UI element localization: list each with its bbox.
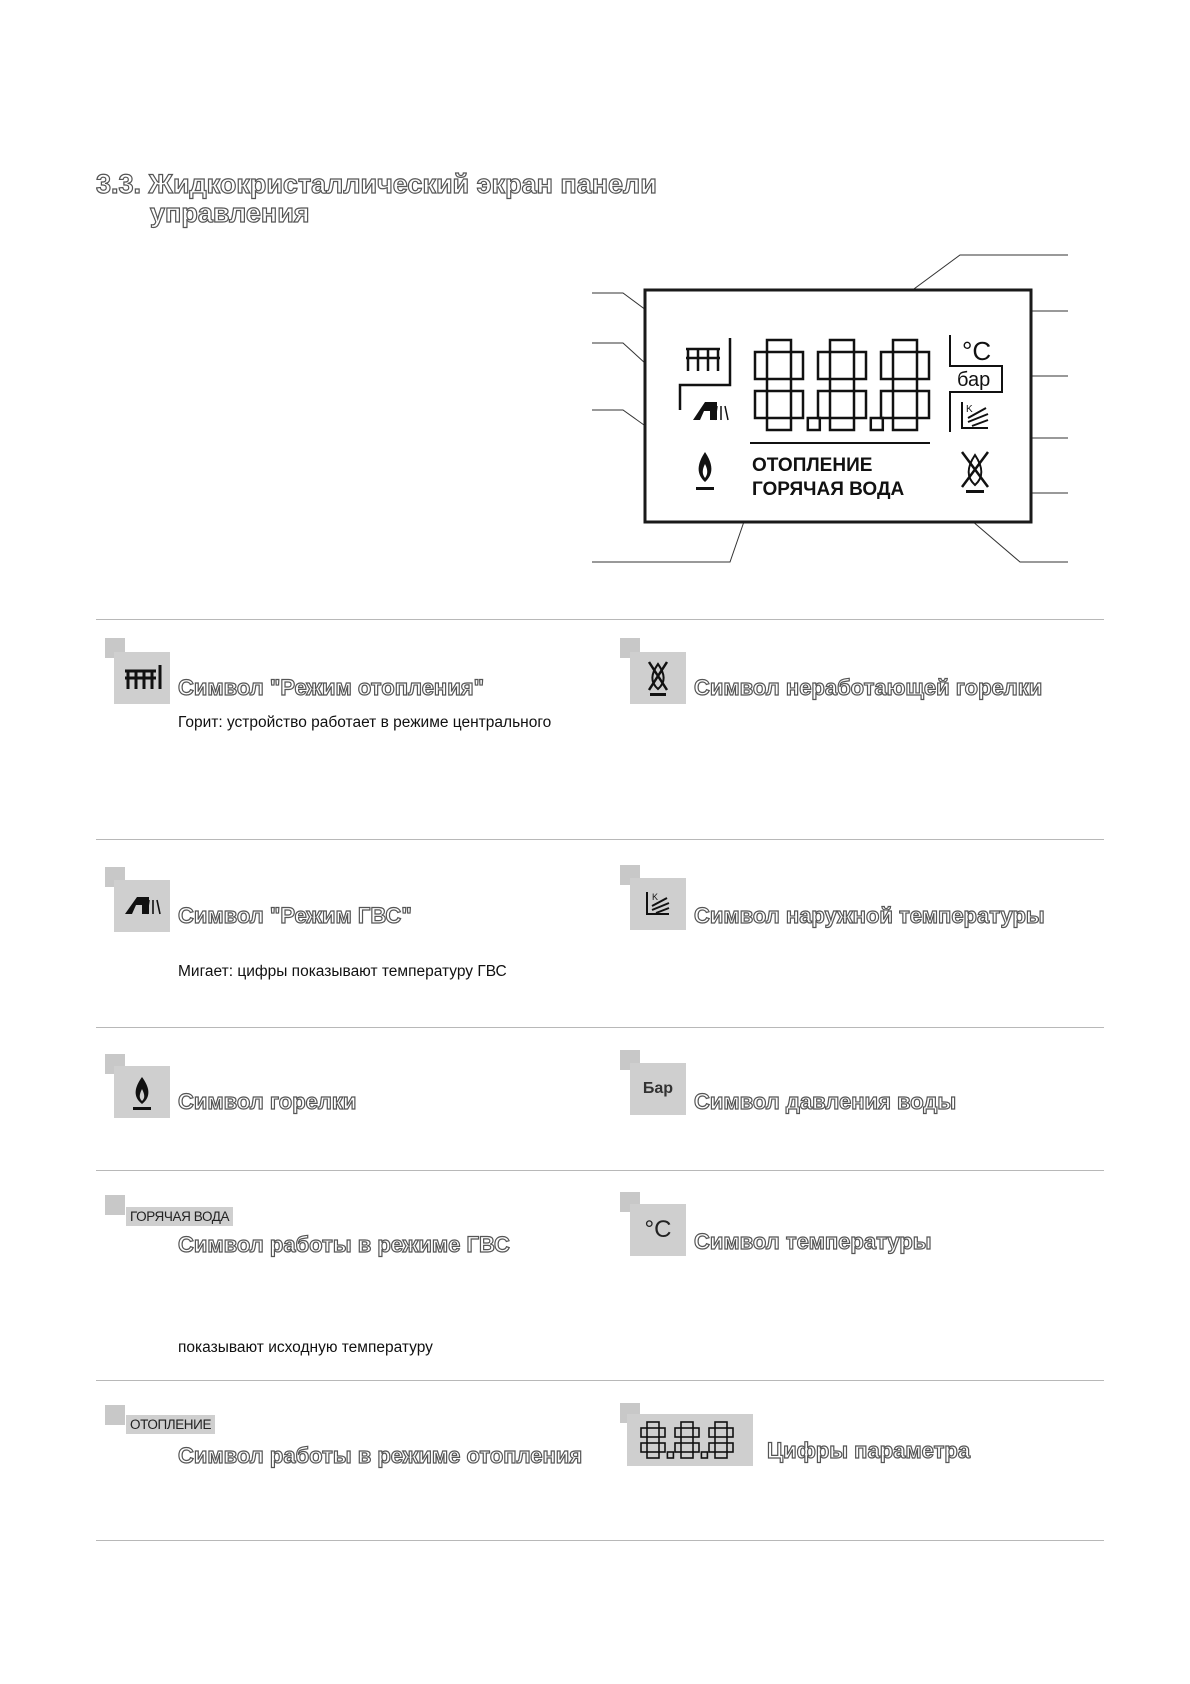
divider [96, 1540, 1104, 1541]
burner-off-icon [643, 658, 673, 698]
celsius-icon: °C [644, 1216, 672, 1243]
water-pressure-icon-box [630, 1063, 686, 1115]
digit-segment [709, 1428, 715, 1437]
digit-dot [701, 1452, 707, 1458]
heating-operation-title: Символ работы в режиме отопления [178, 1443, 583, 1468]
dhw-mode-desc: Мигает: цифры показывают температуру ГВС [178, 963, 507, 980]
burner-off-icon-box [630, 652, 686, 704]
digit-segment [727, 1443, 733, 1452]
digit-segment [659, 1428, 665, 1437]
divider [96, 619, 1104, 620]
param-digits-icon [635, 1418, 745, 1462]
digit-segment [647, 1437, 659, 1443]
lcd-mode-heating: ОТОПЛЕНИЕ [752, 455, 873, 476]
burner-title: Символ горелки [178, 1089, 357, 1114]
divider [96, 1170, 1104, 1171]
dhw-operation-title: Символ работы в режиме ГВС [178, 1232, 510, 1257]
lcd-unit-celsius: °C [962, 336, 992, 366]
flame-icon [130, 1072, 154, 1112]
section-title [96, 170, 657, 228]
param-digits-title: Цифры параметра [767, 1438, 971, 1463]
digit-segment [693, 1443, 699, 1452]
digit-segment [675, 1443, 681, 1452]
digit-segment [647, 1452, 659, 1458]
digit-segment [681, 1452, 693, 1458]
param-digits-icon-box [627, 1414, 753, 1466]
water-pressure-title: Символ давления воды [694, 1089, 957, 1114]
section-title-line2: управления [150, 198, 310, 228]
heating-mode-icon-box [114, 652, 170, 704]
digit-segment [715, 1437, 727, 1443]
digit-segment [693, 1428, 699, 1437]
outdoor-temp-icon [643, 888, 673, 920]
digit-segment [647, 1422, 659, 1428]
burner-icon-box [114, 1066, 170, 1118]
digit-segment [681, 1437, 693, 1443]
digit-dot [667, 1452, 673, 1458]
digit-segment [675, 1428, 681, 1437]
digit-segment [709, 1443, 715, 1452]
divider [96, 839, 1104, 840]
dhw-operation-desc: показывают исходную температуру [178, 1339, 433, 1356]
heating-mode-title: Символ "Режим отопления" [178, 675, 485, 700]
digit-segment [727, 1428, 733, 1437]
digit-segment [681, 1422, 693, 1428]
bullet-square [105, 1405, 125, 1425]
digit-segment [715, 1422, 727, 1428]
dhw-mode-title: Символ "Режим ГВС" [178, 903, 412, 928]
svg-text:K: K [652, 892, 659, 902]
lcd-mode-hot-water: ГОРЯЧАЯ ВОДА [752, 479, 905, 500]
heating-mode-desc: Горит: устройство работает в режиме центрального [178, 714, 552, 731]
tap-icon [123, 894, 161, 918]
divider [96, 1027, 1104, 1028]
outdoor-temp-title: Символ наружной температуры [694, 903, 1045, 928]
svg-text:K: K [966, 404, 973, 415]
digit-segment [641, 1443, 647, 1452]
burner-off-title: Символ неработающей горелки [694, 675, 1043, 700]
pressure-unit-label: Бар [642, 1080, 674, 1097]
temperature-icon-box [630, 1204, 686, 1256]
radiator-icon [122, 663, 162, 693]
heating-label-box: ОТОПЛЕНИЕ [126, 1415, 215, 1434]
digit-segment [641, 1428, 647, 1437]
bullet-square [105, 1195, 125, 1215]
divider [96, 1380, 1104, 1381]
lcd-unit-bar: бар [957, 369, 991, 391]
lcd-display-diagram [590, 250, 1090, 570]
digit-segment [659, 1443, 665, 1452]
digit-segment [715, 1452, 727, 1458]
outdoor-temp-icon-box [630, 878, 686, 930]
hot-water-label-box: ГОРЯЧАЯ ВОДА [126, 1207, 233, 1226]
section-title-line1: 3.3. Жидкокристаллический экран панели [96, 169, 657, 199]
dhw-mode-icon-box [114, 880, 170, 932]
temperature-title: Символ температуры [694, 1229, 932, 1254]
